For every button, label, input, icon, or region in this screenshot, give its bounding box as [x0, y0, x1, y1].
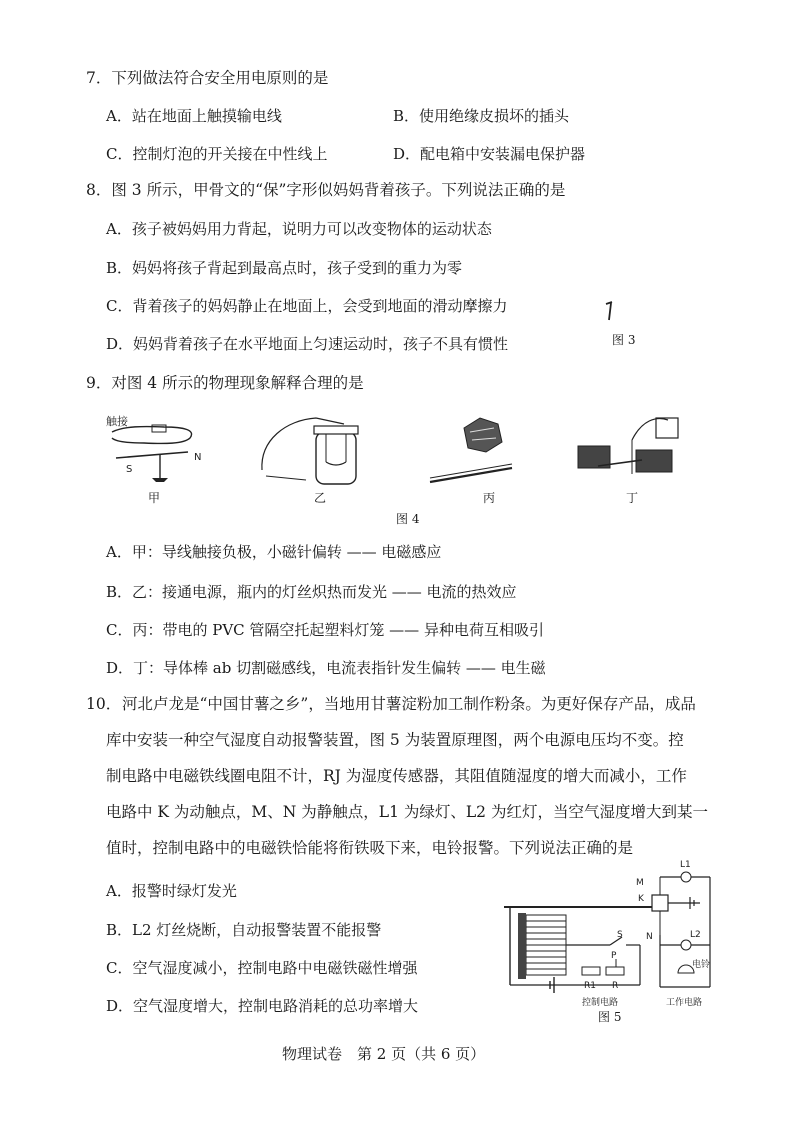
fig4-panel-yi-filament-jar: [256, 410, 366, 488]
q9-option-c: C．丙：带电的 PVC 管隔空托起塑料灯笼 —— 异种电荷互相吸引: [106, 621, 544, 639]
q10-stem-line-4: 电路中 K 为动触点，M、N 为静触点，L1 为绿灯、L2 为红灯，当空气湿度增大到某一: [106, 803, 708, 821]
q10-stem-line-1: 河北卢龙是“中国甘薯之乡”，当地用甘薯淀粉加工制作粉条。为更好保存产品，成品: [122, 695, 696, 713]
fig4-panel-bing-label: 丙: [483, 491, 496, 505]
q10-stem-line-5: 值时，控制电路中的电磁铁恰能将衔铁吸下来，电铃报警。下列说法正确的是: [106, 839, 634, 857]
q8-stem: 8．图 3 所示，甲骨文的“保”字形似妈妈背着孩子。下列说法正确的是: [86, 181, 566, 199]
svg-text:L2: L2: [690, 930, 701, 940]
q8-option-c: C．背着孩子的妈妈静止在地面上，会受到地面的滑动摩擦力: [106, 297, 508, 315]
fig4-panel-jia-oersted: [104, 410, 214, 495]
figure-4-caption: 图 4: [396, 512, 420, 526]
q7-option-d: D．配电箱中安装漏电保护器: [393, 145, 586, 163]
svg-text:M: M: [636, 878, 644, 888]
fig4-n-label: N: [194, 452, 202, 463]
oracle-bone-glyph-figure: [600, 300, 620, 324]
q7-option-b: B．使用绝缘皮损坏的插头: [393, 107, 570, 125]
figure-5-caption: 图 5: [598, 1010, 622, 1024]
fig4-s-label: S: [126, 464, 133, 475]
svg-text:控制电路: 控制电路: [582, 998, 619, 1008]
q7-option-c: C．控制灯泡的开关接在中性线上: [106, 145, 328, 163]
q7-stem: 7．下列做法符合安全用电原则的是: [86, 69, 329, 87]
svg-text:L1: L1: [680, 860, 691, 870]
q8-option-a: A．孩子被妈妈用力背起，说明力可以改变物体的运动状态: [106, 220, 492, 238]
q9-option-d: D．丁：导体棒 ab 切割磁感线，电流表指针发生偏转 —— 电生磁: [106, 659, 546, 677]
svg-text:R: R: [612, 981, 619, 991]
fig4-panel-bing-pvc-lantern: [420, 408, 530, 486]
figure-3-caption: 图 3: [612, 333, 636, 347]
q9-option-a: A．甲：导线触接负极，小磁针偏转 —— 电磁感应: [106, 543, 442, 561]
q10-option-c: C．空气湿度减小，控制电路中电磁铁磁性增强: [106, 959, 418, 977]
svg-text:K: K: [638, 894, 644, 904]
fig4-panel-ding-induction: [572, 410, 682, 488]
svg-text:N: N: [646, 932, 653, 942]
svg-text:电铃: 电铃: [692, 960, 711, 970]
svg-text:R1: R1: [584, 981, 596, 991]
q9-stem: 9．对图 4 所示的物理现象解释合理的是: [86, 374, 364, 392]
q8-option-d: D．妈妈背着孩子在水平地面上匀速运动时，孩子不具有惯性: [106, 335, 509, 353]
svg-text:S: S: [617, 930, 623, 940]
q10-stem-line-3: 制电路中电磁铁线圈电阻不计，RJ 为湿度传感器，其阻值随湿度的增大而减小，工作: [106, 767, 687, 785]
q10-stem-line-2: 库中安装一种空气湿度自动报警装置，图 5 为装置原理图，两个电源电压均不变。控: [106, 731, 684, 749]
fig4-panel-ding-label: 丁: [626, 491, 639, 505]
q10-number: 10．: [86, 695, 122, 713]
q10-option-d: D．空气湿度增大，控制电路消耗的总功率增大: [106, 997, 419, 1015]
q10-option-b: B．L2 灯丝烧断，自动报警装置不能报警: [106, 921, 382, 939]
fig4-touch-label: 触接: [106, 415, 128, 428]
q7-option-a: A．站在地面上触摸输电线: [106, 107, 282, 125]
svg-text:工作电路: 工作电路: [666, 998, 703, 1008]
page-footer: 物理试卷 第 2 页（共 6 页）: [282, 1045, 486, 1063]
fig4-panel-yi-label: 乙: [314, 491, 327, 505]
svg-text:P: P: [611, 951, 617, 961]
q8-option-b: B．妈妈将孩子背起到最高点时，孩子受到的重力为零: [106, 259, 463, 277]
fig4-panel-jia-label: 甲: [148, 491, 161, 505]
q9-option-b: B．乙：接通电源，瓶内的灯丝炽热而发光 —— 电流的热效应: [106, 583, 517, 601]
q10-option-a: A．报警时绿灯发光: [106, 882, 237, 900]
fig5-alarm-circuit: [490, 855, 720, 1008]
